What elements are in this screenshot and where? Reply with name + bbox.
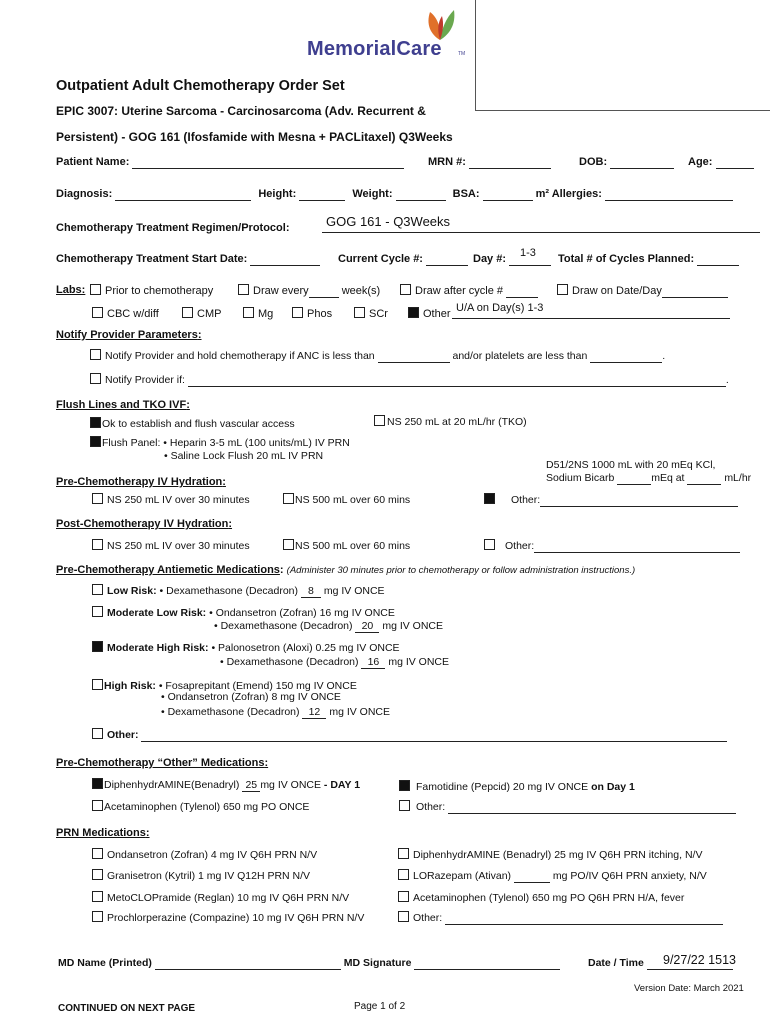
regimen-value: GOG 161 - Q3Weeks xyxy=(326,214,451,229)
checkbox[interactable] xyxy=(90,373,101,384)
moderate-high-unit: mg IV ONCE xyxy=(388,656,450,668)
cmp-label: CMP xyxy=(197,308,222,320)
date-time-value: 9/27/22 1513 xyxy=(663,953,736,967)
labs-draw-on[interactable] xyxy=(557,284,728,298)
checkbox[interactable] xyxy=(398,891,409,902)
antiemetic-heading-row: Pre-Chemotherapy Antiemetic Medications: (Administer 30 minutes prior to chemotherapy or follow administration instructions.) xyxy=(56,564,636,576)
labs-other-label: Other xyxy=(423,308,451,320)
other-meds-heading: Pre-Chemotherapy “Other” Medications: xyxy=(56,757,269,769)
total-cycles-label: Total # of Cycles Planned: xyxy=(558,253,695,265)
age-field[interactable] xyxy=(716,156,754,169)
bsa-label: BSA: xyxy=(452,188,480,200)
low-risk-text: • Dexamethasone (Decadron) xyxy=(159,585,299,597)
other-meds-other[interactable] xyxy=(399,800,736,814)
antiemetic-other[interactable] xyxy=(92,728,727,742)
platelets-label: and/or platelets are less than xyxy=(452,350,588,362)
prn-other-label: Other: xyxy=(413,912,443,924)
prn-acetaminophen: Acetaminophen (Tylenol) 650 mg PO Q6H PRN H/A, fever xyxy=(413,892,685,904)
low-risk-label: Low Risk: xyxy=(107,585,157,597)
checkbox[interactable] xyxy=(92,584,103,595)
moderate-high-label: Moderate High Risk: xyxy=(107,642,209,654)
labs-other-value: U/A on Day(s) 1-3 xyxy=(456,302,544,314)
logo-text: MemorialCare xyxy=(307,38,442,60)
pre-ns250-label: NS 250 mL IV over 30 minutes xyxy=(107,494,250,506)
pre-other-label: Other: xyxy=(511,494,541,506)
acetaminophen-once[interactable] xyxy=(92,800,309,813)
checkbox[interactable] xyxy=(484,539,495,550)
checkbox[interactable] xyxy=(92,493,103,504)
epic-line-2: Persistent) - GOG 161 (Ifosfamide with Mesna + PACLitaxel) Q3Weeks xyxy=(56,130,453,144)
prn-heading: PRN Medications: xyxy=(56,827,150,839)
checkbox-checked[interactable] xyxy=(92,641,103,652)
labs-label: Labs: xyxy=(56,284,86,296)
prn-right-2[interactable] xyxy=(398,869,707,883)
checkbox-checked[interactable] xyxy=(90,436,101,447)
prn-ondansetron: Ondansetron (Zofran) 4 mg IV Q6H PRN N/V xyxy=(107,849,318,861)
patient-name-label: Patient Name: xyxy=(56,156,130,168)
regimen-label: Chemotherapy Treatment Regimen/Protocol: xyxy=(56,222,290,234)
scr-label: SCr xyxy=(369,308,388,320)
weight-label: Weight: xyxy=(352,188,393,200)
total-cycles-field[interactable] xyxy=(697,253,739,266)
prn-right-1[interactable] xyxy=(398,848,702,861)
checkbox[interactable] xyxy=(90,349,101,360)
diagnosis-row xyxy=(56,188,733,201)
mrn-field[interactable] xyxy=(469,156,551,169)
prn-left-2[interactable] xyxy=(92,869,310,882)
sodium-bicarb-label: Sodium Bicarb xyxy=(546,472,615,484)
other-meds-other-field[interactable] xyxy=(448,801,736,814)
checkbox[interactable] xyxy=(243,307,254,318)
antiemetic-other-field[interactable] xyxy=(141,729,727,742)
prn-prochlorperazine: Prochlorperazine (Compazine) 10 mg IV Q6H PRN N/V xyxy=(107,912,365,924)
checkbox[interactable] xyxy=(92,911,103,922)
prn-right-4[interactable] xyxy=(398,911,723,925)
flush-heading: Flush Lines and TKO IVF: xyxy=(56,399,190,411)
checkbox[interactable] xyxy=(92,307,103,318)
continued-note: CONTINUED ON NEXT PAGE xyxy=(58,1003,196,1014)
prn-metoclopramide: MetoCLOPramide (Reglan) 10 mg IV Q6H PRN N/V xyxy=(107,892,350,904)
moderate-low-text-1: • Ondansetron (Zofran) 16 mg IV ONCE xyxy=(209,607,395,619)
md-name-row xyxy=(58,957,560,970)
cycle-field[interactable] xyxy=(426,253,468,266)
age-label: Age: xyxy=(688,156,713,168)
post-ns250[interactable] xyxy=(92,539,250,552)
notify-if-field[interactable] xyxy=(188,374,726,387)
checkbox[interactable] xyxy=(92,800,103,811)
checkbox[interactable] xyxy=(399,800,410,811)
pre-ns500-label: NS 500 mL over 60 mins xyxy=(295,494,411,506)
diagnosis-label: Diagnosis: xyxy=(56,188,113,200)
high-risk-unit: mg IV ONCE xyxy=(329,706,391,718)
mrn-row xyxy=(428,156,551,169)
height-label: Height: xyxy=(258,188,297,200)
logo-tm: TM xyxy=(458,51,466,57)
phos-label: Phos xyxy=(307,308,333,320)
prn-right-3[interactable] xyxy=(398,891,684,904)
prn-left-1[interactable] xyxy=(92,848,317,861)
dob-label: DOB: xyxy=(579,156,608,168)
anc-field[interactable] xyxy=(378,350,450,363)
d51-line-1: D51/2NS 1000 mL with 20 mEq KCl, xyxy=(546,459,716,471)
lorazepam-dose-field[interactable] xyxy=(514,870,550,883)
start-date-row xyxy=(56,253,320,266)
checkbox[interactable] xyxy=(354,307,365,318)
prn-left-4[interactable] xyxy=(92,911,364,924)
day-value: 1-3 xyxy=(520,247,536,259)
platelets-field[interactable] xyxy=(590,350,662,363)
flush-panel[interactable] xyxy=(90,436,350,449)
checkbox[interactable] xyxy=(92,891,103,902)
notify-if-row[interactable]: Notify Provider if: . xyxy=(90,373,729,387)
labs-draw-after[interactable] xyxy=(400,284,538,298)
pre-other[interactable] xyxy=(484,493,738,507)
date-time-label: Date / Time xyxy=(588,957,644,969)
checkbox[interactable] xyxy=(292,307,303,318)
notify-anc-row[interactable]: Notify Provider and hold chemotherapy if ANC is less than and/or platelets are less than . xyxy=(90,349,665,363)
labs-other[interactable] xyxy=(408,307,451,320)
draw-every-field[interactable] xyxy=(309,285,339,298)
high-risk-label: High Risk: xyxy=(104,680,156,692)
diphen-unit: mg IV ONCE xyxy=(260,779,321,791)
pre-ns500[interactable] xyxy=(283,493,410,506)
start-date-label: Chemotherapy Treatment Start Date: xyxy=(56,253,248,265)
cbc-label: CBC w/diff xyxy=(107,308,159,320)
checkbox[interactable] xyxy=(92,728,103,739)
checkbox[interactable] xyxy=(398,911,409,922)
post-ns250-label: NS 250 mL IV over 30 minutes xyxy=(107,540,250,552)
pre-hydration-heading: Pre-Chemotherapy IV Hydration: xyxy=(56,476,226,488)
checkbox[interactable] xyxy=(283,493,294,504)
pre-other-field[interactable] xyxy=(540,494,738,507)
labs-cbc[interactable] xyxy=(92,307,159,320)
checkbox[interactable] xyxy=(400,284,411,295)
post-other-label: Other: xyxy=(505,540,535,552)
post-hydration-heading: Post-Chemotherapy IV Hydration: xyxy=(56,518,233,530)
checkbox[interactable] xyxy=(92,539,103,550)
post-ns500-label: NS 500 mL over 60 mins xyxy=(295,540,411,552)
moderate-high-line-2 xyxy=(220,656,449,669)
checkbox-checked[interactable] xyxy=(92,778,103,789)
flush-ok[interactable] xyxy=(90,417,295,430)
labs-mg[interactable] xyxy=(243,307,273,320)
flush-ok-label: Ok to establish and flush vascular access xyxy=(102,418,295,430)
bicarb-meq-field[interactable] xyxy=(617,472,651,485)
version-date: Version Date: March 2021 xyxy=(634,983,744,994)
checkbox[interactable] xyxy=(238,284,249,295)
moderate-low-label: Moderate Low Risk: xyxy=(107,607,207,619)
checkbox[interactable] xyxy=(398,848,409,859)
acetaminophen-label: Acetaminophen (Tylenol) 650 mg PO ONCE xyxy=(104,801,310,813)
weight-field[interactable] xyxy=(396,188,446,201)
notify-anc-label: Notify Provider and hold chemotherapy if ANC is less than xyxy=(105,350,375,362)
checkbox-checked[interactable] xyxy=(90,417,101,428)
moderate-high-text-1: • Palonosetron (Aloxi) 0.25 mg IV ONCE xyxy=(211,642,400,654)
checkbox[interactable] xyxy=(283,539,294,550)
labs-prior-label: Prior to chemotherapy xyxy=(105,285,214,297)
post-ns500[interactable] xyxy=(283,539,410,552)
checkbox[interactable] xyxy=(557,284,568,295)
draw-on-label: Draw on Date/Day xyxy=(572,285,662,297)
patient-label-box xyxy=(475,0,770,111)
prn-lorazepam: LORazepam (Ativan) xyxy=(413,870,512,882)
ml-hr-label: mL/hr xyxy=(724,472,752,484)
moderate-low-line-2 xyxy=(214,620,443,633)
md-name-field[interactable] xyxy=(155,957,341,970)
patient-name-row xyxy=(56,156,404,169)
moderate-high-risk[interactable] xyxy=(92,641,400,654)
moderate-high-dose: 16 xyxy=(361,656,385,669)
cycle-row xyxy=(338,253,468,266)
md-signature-label: MD Signature xyxy=(343,957,412,969)
day-row xyxy=(473,253,551,266)
labs-cmp[interactable] xyxy=(182,307,221,320)
high-risk-text-1: • Fosaprepitant (Emend) 150 mg IV ONCE xyxy=(158,680,357,692)
logo xyxy=(300,4,470,60)
famotidine-label: Famotidine (Pepcid) 20 mg IV ONCE xyxy=(416,781,589,793)
draw-after-label: Draw after cycle # xyxy=(415,285,504,297)
checkbox-checked[interactable] xyxy=(399,780,410,791)
bsa-field[interactable] xyxy=(483,188,533,201)
day-label: Day #: xyxy=(473,253,507,265)
moderate-high-text-2: • Dexamethasone (Decadron) xyxy=(220,656,359,668)
m2-allergies-label: m² Allergies: xyxy=(535,188,602,200)
age-row xyxy=(688,156,754,169)
notify-heading: Notify Provider Parameters: xyxy=(56,329,202,341)
other-meds-other-label: Other: xyxy=(416,801,446,813)
labs-prior[interactable] xyxy=(90,284,213,297)
total-cycles-row xyxy=(558,253,739,266)
labs-phos[interactable] xyxy=(292,307,332,320)
diagnosis-field[interactable] xyxy=(115,188,251,201)
diphen-dose: 25 xyxy=(242,779,260,792)
dob-row xyxy=(579,156,674,169)
allergies-field[interactable] xyxy=(605,188,733,201)
diphen-label: DiphenhydrAMINE(Benadryl) xyxy=(104,779,240,791)
ns-tko-label: NS 250 mL at 20 mL/hr (TKO) xyxy=(387,416,527,428)
patient-name-field[interactable] xyxy=(132,156,404,169)
low-dose: 8 xyxy=(301,585,321,598)
d51-line-2 xyxy=(546,472,751,485)
diphen-once[interactable] xyxy=(92,778,360,792)
prn-other-field[interactable] xyxy=(445,912,723,925)
prn-left-3[interactable] xyxy=(92,891,349,904)
famotidine[interactable] xyxy=(399,780,635,793)
mrn-label: MRN #: xyxy=(428,156,466,168)
cycle-label: Current Cycle #: xyxy=(338,253,423,265)
start-date-field[interactable] xyxy=(250,253,320,266)
antiemetic-other-label: Other: xyxy=(107,729,139,741)
prn-granisetron: Granisetron (Kytril) 1 mg IV Q12H PRN N/V xyxy=(107,870,311,882)
draw-after-field[interactable] xyxy=(506,285,538,298)
checkbox[interactable] xyxy=(182,307,193,318)
labs-draw-every[interactable] xyxy=(238,284,380,298)
moderate-low-risk[interactable] xyxy=(92,606,395,619)
antiemetic-note: (Administer 30 minutes prior to chemotherapy or follow administration instructions.) xyxy=(286,565,636,576)
checkbox-checked[interactable] xyxy=(408,307,419,318)
height-field[interactable] xyxy=(299,188,345,201)
low-risk[interactable] xyxy=(92,584,385,598)
leaf-logo-icon xyxy=(420,6,460,42)
high-risk-line-3 xyxy=(161,706,390,719)
post-other[interactable] xyxy=(484,539,740,553)
checkbox[interactable] xyxy=(92,869,103,880)
meq-at-label: mEq at xyxy=(651,472,685,484)
saline-lock: • Saline Lock Flush 20 mL IV PRN xyxy=(164,450,324,462)
pre-ns250[interactable] xyxy=(92,493,250,506)
post-other-field[interactable] xyxy=(534,540,740,553)
notify-if-label: Notify Provider if: xyxy=(105,374,185,386)
checkbox[interactable] xyxy=(398,869,409,880)
prn-diphenhydramine: DiphenhydrAMINE (Benadryl) 25 mg IV Q6H PRN itching, N/V xyxy=(413,849,703,861)
form-title: Outpatient Adult Chemotherapy Order Set xyxy=(56,78,345,94)
antiemetic-heading: Pre-Chemotherapy Antiemetic Medications xyxy=(56,564,280,576)
checkbox[interactable] xyxy=(92,606,103,617)
moderate-low-dose: 20 xyxy=(355,620,379,633)
checkbox[interactable] xyxy=(92,848,103,859)
draw-on-field[interactable] xyxy=(662,285,728,298)
epic-line-1: EPIC 3007: Uterine Sarcoma - Carcinosarcoma (Adv. Recurrent & xyxy=(56,104,426,118)
high-dose: 12 xyxy=(302,706,326,719)
md-signature-field[interactable] xyxy=(414,957,560,970)
dob-field[interactable] xyxy=(610,156,674,169)
checkbox[interactable] xyxy=(374,415,385,426)
flush-ns-tko[interactable] xyxy=(374,415,527,428)
draw-every-label: Draw every xyxy=(253,285,309,297)
moderate-low-text-2: • Dexamethasone (Decadron) xyxy=(214,620,353,632)
page-number: Page 1 of 2 xyxy=(354,1001,406,1012)
labs-scr[interactable] xyxy=(354,307,388,320)
high-risk-text-2: • Ondansetron (Zofran) 8 mg IV ONCE xyxy=(161,691,341,703)
moderate-low-unit: mg IV ONCE xyxy=(382,620,444,632)
low-risk-unit: mg IV ONCE xyxy=(323,585,385,597)
checkbox[interactable] xyxy=(92,679,103,690)
checkbox-checked[interactable] xyxy=(484,493,495,504)
rate-field[interactable] xyxy=(687,472,721,485)
prn-lorazepam-tail: mg PO/IV Q6H PRN anxiety, N/V xyxy=(552,870,707,882)
high-risk-text-3: • Dexamethasone (Decadron) xyxy=(161,706,300,718)
diphen-day: - DAY 1 xyxy=(323,779,361,791)
checkbox[interactable] xyxy=(90,284,101,295)
weeks-label: week(s) xyxy=(341,285,381,297)
flush-panel-label: Flush Panel: • Heparin 3-5 mL (100 units/mL) IV PRN xyxy=(102,437,350,449)
md-name-label: MD Name (Printed) xyxy=(58,957,152,969)
mg-label: Mg xyxy=(258,308,274,320)
famotidine-day: on Day 1 xyxy=(591,781,635,793)
